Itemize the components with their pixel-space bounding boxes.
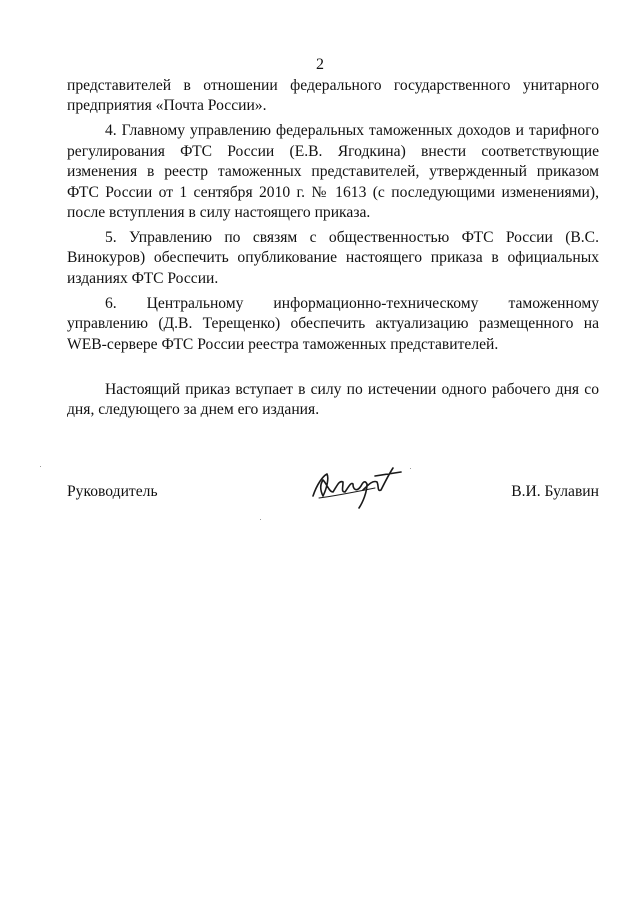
document-body	[67, 76, 599, 425]
page-number: 2	[316, 56, 324, 73]
paragraph-item-4: 4. Главному управлению федеральных таможенных доходов и тарифного регулирования ФТС России (Е.В. Ягодкина) внести соответствующие изменения в реестр таможенных представителей, утвержденный приказом ФТС России от 1 сентября 2010 г. № 1613 (с последующими изменениями), после вступления в силу настоящего приказа.	[67, 122, 599, 222]
paragraph-effective-date: Настоящий приказ вступает в силу по истечении одного рабочего дня со дня, следующего за днем его издания.	[67, 381, 599, 419]
paragraph-item-6: 6. Центральному информационно-техническому таможенному управлению (Д.В. Терещенко) обеспечить актуализацию размещенного на WEB-сервере ФТС России реестра таможенных представителей.	[67, 294, 599, 353]
scan-speck	[40, 466, 41, 467]
handwritten-signature	[305, 462, 405, 512]
paragraph-continuation: представителей в отношении федерального государственного унитарного предприятия «Почта России».	[67, 77, 599, 115]
signatory-title: Руководитель	[67, 483, 158, 500]
scan-speck	[260, 519, 261, 520]
paragraph-item-5: 5. Управлению по связям с общественностью ФТС России (В.С. Винокуров) обеспечить опубликование настоящего приказа в официальных изданиях ФТС России.	[67, 229, 599, 287]
scan-speck	[410, 468, 411, 469]
signatory-name: В.И. Булавин	[511, 483, 599, 500]
